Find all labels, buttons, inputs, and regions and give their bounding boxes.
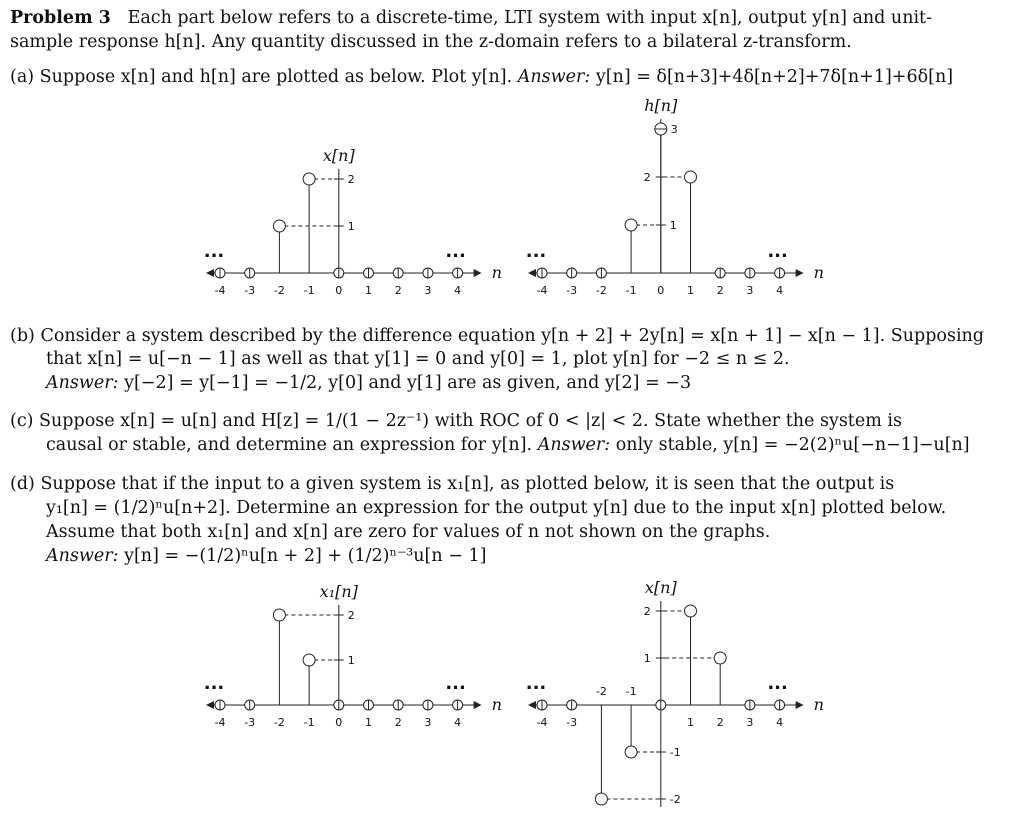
sample-marker: [273, 220, 285, 232]
tick-label: 2: [394, 284, 402, 297]
tick-label: 4: [454, 284, 462, 297]
part-c-answer-label: Answer:: [537, 435, 611, 455]
ellipsis-left: ...: [525, 673, 547, 694]
value-label: 2: [347, 609, 355, 622]
left-arrow-icon: [206, 701, 214, 709]
tick-label: -4: [214, 284, 226, 297]
part-b-answer-line: [46, 372, 691, 394]
plot-a-x: [190, 90, 510, 315]
value-label: 1: [669, 219, 677, 232]
part-a-answer: y[n] = δ[n+3]+4δ[n+2]+7δ[n+1]+6δ[n]: [595, 67, 954, 87]
sample-marker: [685, 605, 697, 617]
tick-label: -2: [595, 685, 607, 698]
sample-marker: [625, 219, 637, 231]
right-arrow-icon: [796, 269, 804, 277]
axis-label-n: n: [491, 263, 502, 282]
tick-label: -3: [566, 284, 578, 297]
value-label: 1: [347, 220, 355, 233]
part-a-text: Suppose x[n] and h[n] are plotted as below. Plot y[n].: [39, 67, 513, 87]
part-d-answer-line: [46, 545, 486, 567]
tick-label: 2: [716, 284, 724, 297]
tick-label: -1: [625, 284, 637, 297]
tick-label: 4: [454, 716, 462, 729]
ellipsis-right: ...: [445, 241, 466, 262]
part-a: [10, 66, 953, 88]
tick-label: 2: [394, 716, 402, 729]
part-d-label: (d): [10, 474, 35, 494]
tick-label: -1: [303, 716, 315, 729]
right-arrow-icon: [474, 269, 482, 277]
tick-label: -2: [595, 284, 607, 297]
tick-label: 4: [776, 284, 784, 297]
part-c-line-2: [46, 434, 970, 456]
part-b-line-1: [10, 325, 984, 347]
value-label: 1: [347, 654, 355, 667]
value-label: 2: [347, 173, 355, 186]
tick-label: -1: [303, 284, 315, 297]
tick-label: 0: [657, 284, 665, 297]
plot-title: h[n]: [644, 96, 678, 115]
value-label: 2: [643, 605, 651, 618]
tick-label: 3: [746, 716, 754, 729]
part-d-text-3: Assume that both x₁[n] and x[n] are zero for values of n not shown on the graphs.: [46, 522, 771, 542]
tick-label: -4: [536, 284, 548, 297]
part-d-answer: y[n] = −(1/2)ⁿu[n + 2] + (1/2)ⁿ⁻³u[n − 1]: [124, 546, 487, 566]
part-d-text-2: y₁[n] = (1/2)ⁿu[n+2]. Determine an expression for the output y[n] due to the input x[n] plotted below.: [46, 498, 947, 518]
left-arrow-icon: [528, 701, 536, 709]
part-d-answer-label: Answer:: [46, 546, 119, 566]
tick-label: 1: [687, 716, 694, 729]
problem-intro-2: sample response h[n]. Any quantity discussed in the z-domain refers to a bilateral z-transform.: [10, 32, 852, 52]
part-b-text-2: that x[n] = u[−n − 1] as well as that y[1] = 0 and y[0] = 1, plot y[n] for −2 ≤ n ≤ 2.: [46, 349, 790, 369]
axis-label-n: n: [813, 263, 824, 282]
tick-label: 1: [687, 284, 694, 297]
tick-label: 4: [776, 716, 784, 729]
tick-label: -2: [273, 716, 285, 729]
problem-title: Problem 3: [10, 8, 111, 28]
right-arrow-icon: [796, 701, 804, 709]
sample-marker: [303, 654, 315, 666]
plot-title: x₁[n]: [319, 582, 358, 601]
axis-label-n: n: [813, 695, 824, 714]
tick-label: -3: [244, 284, 256, 297]
tick-label: 1: [365, 284, 372, 297]
part-b-answer: y[−2] = y[−1] = −1/2, y[0] and y[1] are as given, and y[2] = −3: [124, 373, 692, 393]
part-a-answer-label: Answer:: [517, 67, 591, 87]
plot-title: x[n]: [644, 578, 677, 597]
ellipsis-right: ...: [767, 673, 788, 694]
sample-marker: [595, 793, 607, 805]
tick-label: -2: [273, 284, 285, 297]
tick-label: -1: [625, 685, 637, 698]
tick-label: 3: [424, 284, 432, 297]
tick-label: -4: [536, 716, 548, 729]
tick-label: -3: [244, 716, 256, 729]
plot-title: x[n]: [322, 146, 355, 165]
ellipsis-left: ...: [525, 241, 547, 262]
sample-marker: [714, 652, 726, 664]
left-arrow-icon: [528, 269, 536, 277]
value-label: -1: [669, 746, 681, 759]
ellipsis-left: ...: [203, 673, 225, 694]
tick-label: 1: [365, 716, 372, 729]
plot-d-x1: [190, 568, 510, 768]
part-c-answer: only stable, y[n] = −2(2)ⁿu[−n−1]−u[n]: [615, 435, 970, 455]
part-d-line-1: [10, 473, 894, 495]
plot-a-h: [515, 90, 835, 315]
right-arrow-icon: [474, 701, 482, 709]
plot-d-x: [515, 568, 835, 821]
value-label: 2: [643, 171, 651, 184]
problem-intro-1: Each part below refers to a discrete-time, LTI system with input x[n], output y[n] and unit-: [127, 8, 933, 28]
part-a-label: (a): [10, 67, 35, 87]
part-b-label: (b): [10, 326, 35, 346]
part-b-answer-label: Answer:: [46, 373, 119, 393]
part-c-line-1: [10, 410, 902, 432]
tick-label: -3: [566, 716, 578, 729]
sample-marker: [685, 171, 697, 183]
sample-marker: [303, 173, 315, 185]
part-d-text-1: Suppose that if the input to a given system is x₁[n], as plotted below, it is seen that the output is: [40, 474, 895, 494]
part-b-text-1: Consider a system described by the difference equation y[n + 2] + 2y[n] = x[n + 1] − x[n − 1]. Supposing: [40, 326, 985, 346]
part-c-text-2: causal or stable, and determine an expression for y[n].: [46, 435, 533, 455]
value-label: 3: [670, 123, 678, 136]
ellipsis-right: ...: [767, 241, 788, 262]
ellipsis-left: ...: [203, 241, 225, 262]
part-c-label: (c): [10, 411, 34, 431]
tick-label: 3: [424, 716, 432, 729]
value-label: -2: [669, 793, 681, 806]
tick-label: -4: [214, 716, 226, 729]
tick-label: 3: [746, 284, 754, 297]
axis-label-n: n: [491, 695, 502, 714]
value-label: 1: [643, 652, 651, 665]
part-c-text-1: Suppose x[n] = u[n] and H[z] = 1/(1 − 2z⁻¹) with ROC of 0 < |z| < 2. State whether the system is: [39, 411, 902, 431]
tick-label: 2: [716, 716, 724, 729]
sample-marker: [273, 609, 285, 621]
tick-label: 0: [335, 284, 343, 297]
tick-label: 0: [335, 716, 343, 729]
sample-marker: [625, 746, 637, 758]
problem-header: [10, 7, 932, 29]
ellipsis-right: ...: [445, 673, 466, 694]
left-arrow-icon: [206, 269, 214, 277]
